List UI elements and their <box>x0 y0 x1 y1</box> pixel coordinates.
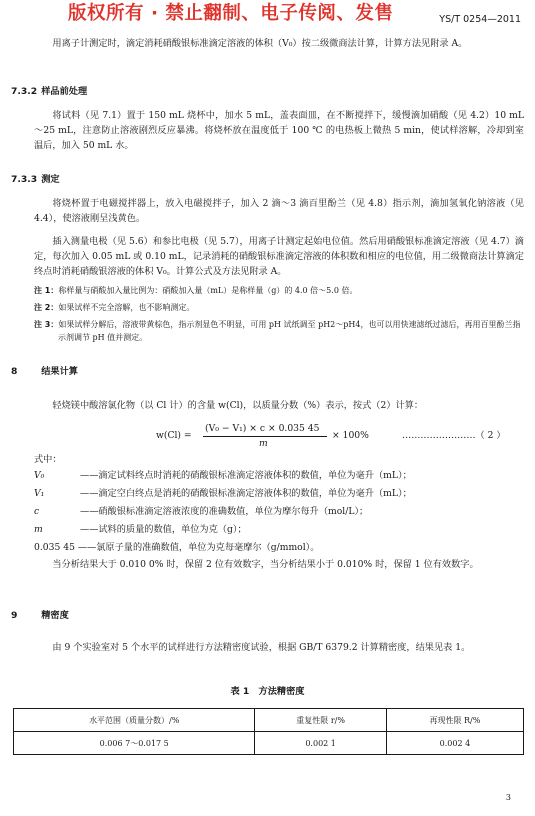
copyright-watermark: 版权所有 · 禁止翻制、电子传阅、发售 <box>68 3 394 24</box>
table-cell: 0.006 7～0.017 5 <box>14 732 255 755</box>
section-number: 7.3.2 <box>11 86 38 97</box>
variable-symbol: m <box>34 524 43 535</box>
where-label: 式中： <box>34 454 62 465</box>
section-title: 测定 <box>41 174 60 185</box>
section-heading-7-3-3 <box>11 172 60 187</box>
table-cell: 0.002 1 <box>255 732 386 755</box>
section-title: 精密度 <box>41 610 69 621</box>
variable-symbol: V₀ <box>34 470 45 481</box>
note-1 <box>34 284 524 297</box>
result-rounding-paragraph: 当分析结果大于 0.010 0% 时，保留 2 位有效数字，当分析结果小于 0.010% 时，保留 1 位有效数字。 <box>52 559 479 570</box>
note-text: 如果试样分解后，溶液带黄棕色，指示剂显色不明显，可用 pH 试纸调至 pH2～pH4，也可以用快速滤纸过滤后，再用百里酚兰指示剂调节 pH 值并测定。 <box>58 320 521 342</box>
intro-paragraph: 用离子计测定时，滴定消耗硝酸银标准滴定溶液的体积（V₀）按二级微商法计算，计算方法见附录 A。 <box>52 38 468 49</box>
formula-numerator: (V₀ − V₁) × c × 0.035 45 <box>205 423 320 434</box>
section-number: 7.3.3 <box>11 174 38 185</box>
sample-pretreatment-paragraph: 将试料（见 7.1）置于 150 mL 烧杯中，加水 5 mL，盖表面皿，在不断搅拌下，缓慢滴加硝酸（见 4.2）10 mL～25 mL，注意防止溶液剧烈反应暴沸。将烧杯放在温度低于 100 ℃ 的电热板上微热 5 min，使试样溶解，冷却到室温后，加入 50 mL 水。 <box>34 110 524 151</box>
table-header-cell: 重复性限 r/% <box>255 709 386 732</box>
note-label: 注 2： <box>34 303 59 312</box>
note-text: 称样量与硝酸加入量比例为：硝酸加入量（mL）是称样量（g）的 4.0 倍～5.0 倍。 <box>58 286 358 295</box>
equation-number: ……………………（ 2 ） <box>402 430 506 441</box>
page-number: 3 <box>505 793 511 802</box>
variable-description: ——试料的质量的数值，单位为克（g）； <box>80 524 247 535</box>
variable-description: ——滴定空白终点是消耗的硝酸银标准滴定溶液体积的数值，单位为毫升（mL）； <box>80 488 412 499</box>
note-label: 注 3： <box>34 320 59 329</box>
variable-description: ——硝酸银标准滴定溶液浓度的准确数值，单位为摩尔每升（mol/L）； <box>80 506 369 517</box>
table-header-cell: 再现性限 R/% <box>386 709 523 732</box>
table-title: 表 1 方法精密度 <box>230 686 305 697</box>
measurement-paragraph-1: 将烧杯置于电磁搅拌器上，放入电磁搅拌子，加入 2 滴～3 滴百里酚兰（见 4.8）指示剂，滴加氢氧化钠溶液（见 4.4），使溶液刚呈浅黄色。 <box>34 198 524 224</box>
constant-definition: 0.035 45 ——氯原子量的准确数值，单位为克每毫摩尔（g/mmol）。 <box>34 542 320 553</box>
formula-lhs: w(Cl) = <box>156 430 192 441</box>
section-heading-9 <box>11 608 69 623</box>
calculation-intro-paragraph: 轻烧镁中酸溶氯化物（以 Cl 计）的含量 w(Cl)，以质量分数（%）表示，按式（2）计算： <box>52 400 424 411</box>
standard-number: YS/T 0254—2011 <box>439 14 521 25</box>
table-header-cell: 水平范围（质量分数）/% <box>14 709 255 732</box>
note-3 <box>34 318 524 344</box>
variable-symbol: V₁ <box>34 488 45 499</box>
table-header-row <box>14 709 524 732</box>
note-text: 如果试样不完全溶解，也不影响测定。 <box>58 303 195 312</box>
precision-paragraph: 由 9 个实验室对 5 个水平的试样进行方法精密度试验，根据 GB/T 6379.2 计算精密度，结果见表 1。 <box>52 642 471 653</box>
measurement-paragraph-2: 插入测量电极（见 5.6）和参比电极（见 5.7），用离子计测定起始电位值。然后用硝酸银标准滴定溶液（见 4.7）滴定，每次加入 0.05 mL 或 0.10 mL，记录消耗的硝酸银标准滴定溶液的体积数和相应的电位值，用二级微商法计算滴定终点时消耗硝酸银溶液的体积 V₀。计算公式及方法见附录 A。 <box>34 236 524 277</box>
variable-description: ——滴定试料终点时消耗的硝酸银标准滴定溶液体积的数值，单位为毫升（mL）； <box>80 470 412 481</box>
table-row <box>14 732 524 755</box>
chloride-formula <box>156 421 526 451</box>
section-number: 8 <box>11 366 18 377</box>
section-heading-7-3-2 <box>11 84 87 99</box>
variable-symbol: c <box>34 506 40 517</box>
formula-rhs: × 100% <box>332 430 369 441</box>
table-cell: 0.002 4 <box>386 732 523 755</box>
section-title: 样品前处理 <box>41 86 88 97</box>
note-label: 注 1： <box>34 286 59 295</box>
section-title: 结果计算 <box>41 366 78 377</box>
note-2 <box>34 301 524 314</box>
formula-denominator: m <box>259 438 268 449</box>
section-heading-8 <box>11 364 78 379</box>
precision-table <box>13 708 524 755</box>
section-number: 9 <box>11 610 18 621</box>
